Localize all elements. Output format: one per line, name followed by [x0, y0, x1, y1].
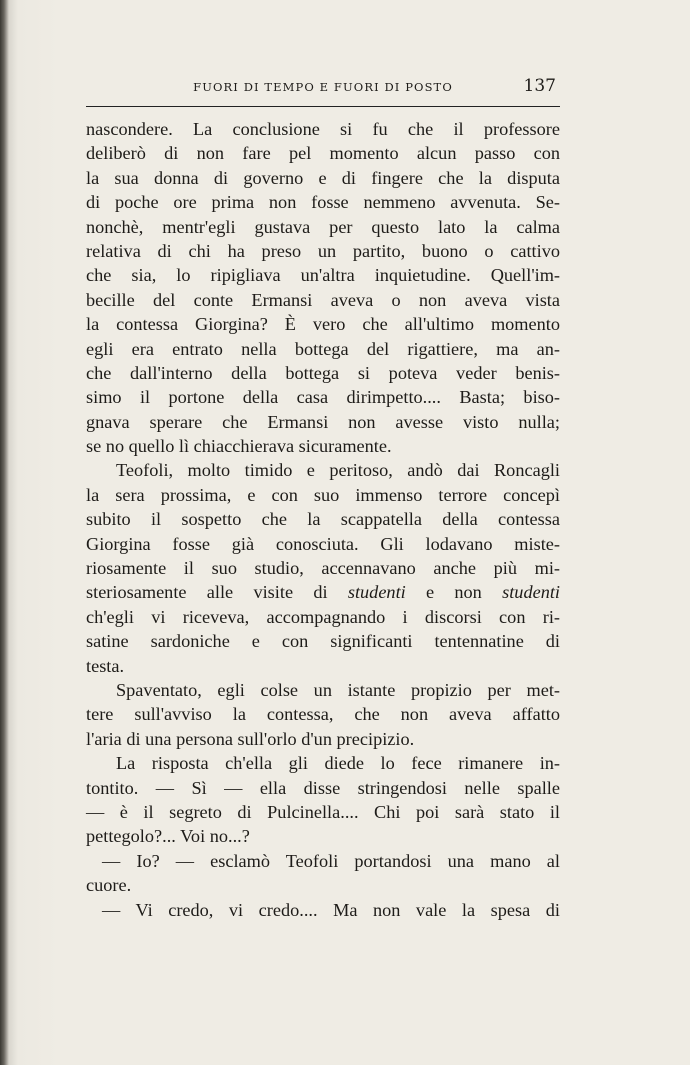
text-line: satine sardoniche e con significanti tentennatine di [86, 631, 560, 652]
text-run: e non [405, 582, 503, 603]
text-line: relativa di chi ha preso un partito, buono o cattivo [86, 240, 560, 261]
text-run: steriosamente alle visite di [86, 582, 348, 603]
text-line: se no quello lì chiacchierava sicuramente. [86, 436, 392, 457]
body-text [86, 117, 560, 922]
text-line: di poche ore prima non fosse nemmeno avvenuta. Se- [86, 192, 560, 213]
text-line-mixed [86, 580, 560, 604]
text-line: cuore. [86, 875, 132, 896]
italic-word: studenti [502, 582, 560, 603]
text-line: la sua donna di governo e di fingere che la disputa [86, 167, 560, 188]
text-line: La risposta ch'ella gli diede lo fece rimanere in- [116, 753, 560, 774]
text-line: — Io? — esclamò Teofoli portandosi una mano al [102, 850, 560, 871]
text-line: deliberò di non fare pel momento alcun passo con [86, 143, 560, 164]
text-line: subito il sospetto che la scappatella della contessa [86, 509, 560, 530]
text-line: pettegolo?... Voi no...? [86, 826, 250, 847]
running-title: FUORI DI TEMPO E FUORI DI POSTO [193, 80, 453, 94]
text-line: gnava sperare che Ermansi non avesse visto nulla; [86, 411, 560, 432]
text-line: Teofoli, molto timido e peritoso, andò dai Roncagli [116, 460, 560, 481]
text-line: becille del conte Ermansi aveva o non aveva vista [86, 289, 560, 310]
header-rule [86, 106, 560, 107]
text-line: la sera prossima, e con suo immenso terrore concepì [86, 484, 560, 505]
text-line: la contessa Giorgina? È vero che all'ultimo momento [86, 314, 560, 335]
text-line: che sia, lo ripigliava un'altra inquietudine. Quell'im- [86, 265, 560, 286]
text-line: nascondere. La conclusione si fu che il professore [86, 119, 560, 139]
text-line: — è il segreto di Pulcinella.... Chi poi sarà stato il [86, 801, 560, 822]
text-line: nonchè, mentr'egli gustava per questo lato la calma [86, 216, 560, 237]
text-line: l'aria di una persona sull'orlo d'un precipizio. [86, 728, 415, 749]
page-number: 137 [523, 76, 556, 96]
text-line: ch'egli vi riceveva, accompagnando i discorsi con ri- [86, 606, 560, 627]
text-line: Giorgina fosse già conosciuta. Gli lodavano miste- [86, 533, 560, 554]
page-header [86, 76, 560, 100]
text-line: riosamente il suo studio, accennavano anche più mi- [86, 558, 560, 579]
text-line: tere sull'avviso la contessa, che non aveva affatto [86, 704, 560, 725]
text-line: — Vi credo, vi credo.... Ma non vale la spesa di [102, 899, 560, 920]
text-line: testa. [86, 655, 125, 676]
text-line: egli era entrato nella bottega del rigattiere, ma an- [86, 338, 560, 359]
text-line: tontito. — Sì — ella disse stringendosi nelle spalle [86, 777, 560, 798]
text-line: che dall'interno della bottega si poteva veder benis- [86, 362, 560, 383]
text-line: Spaventato, egli colse un istante propizio per met- [116, 679, 560, 700]
text-line: simo il portone della casa dirimpetto.... Basta; biso- [86, 387, 560, 408]
italic-word: studenti [347, 582, 406, 603]
